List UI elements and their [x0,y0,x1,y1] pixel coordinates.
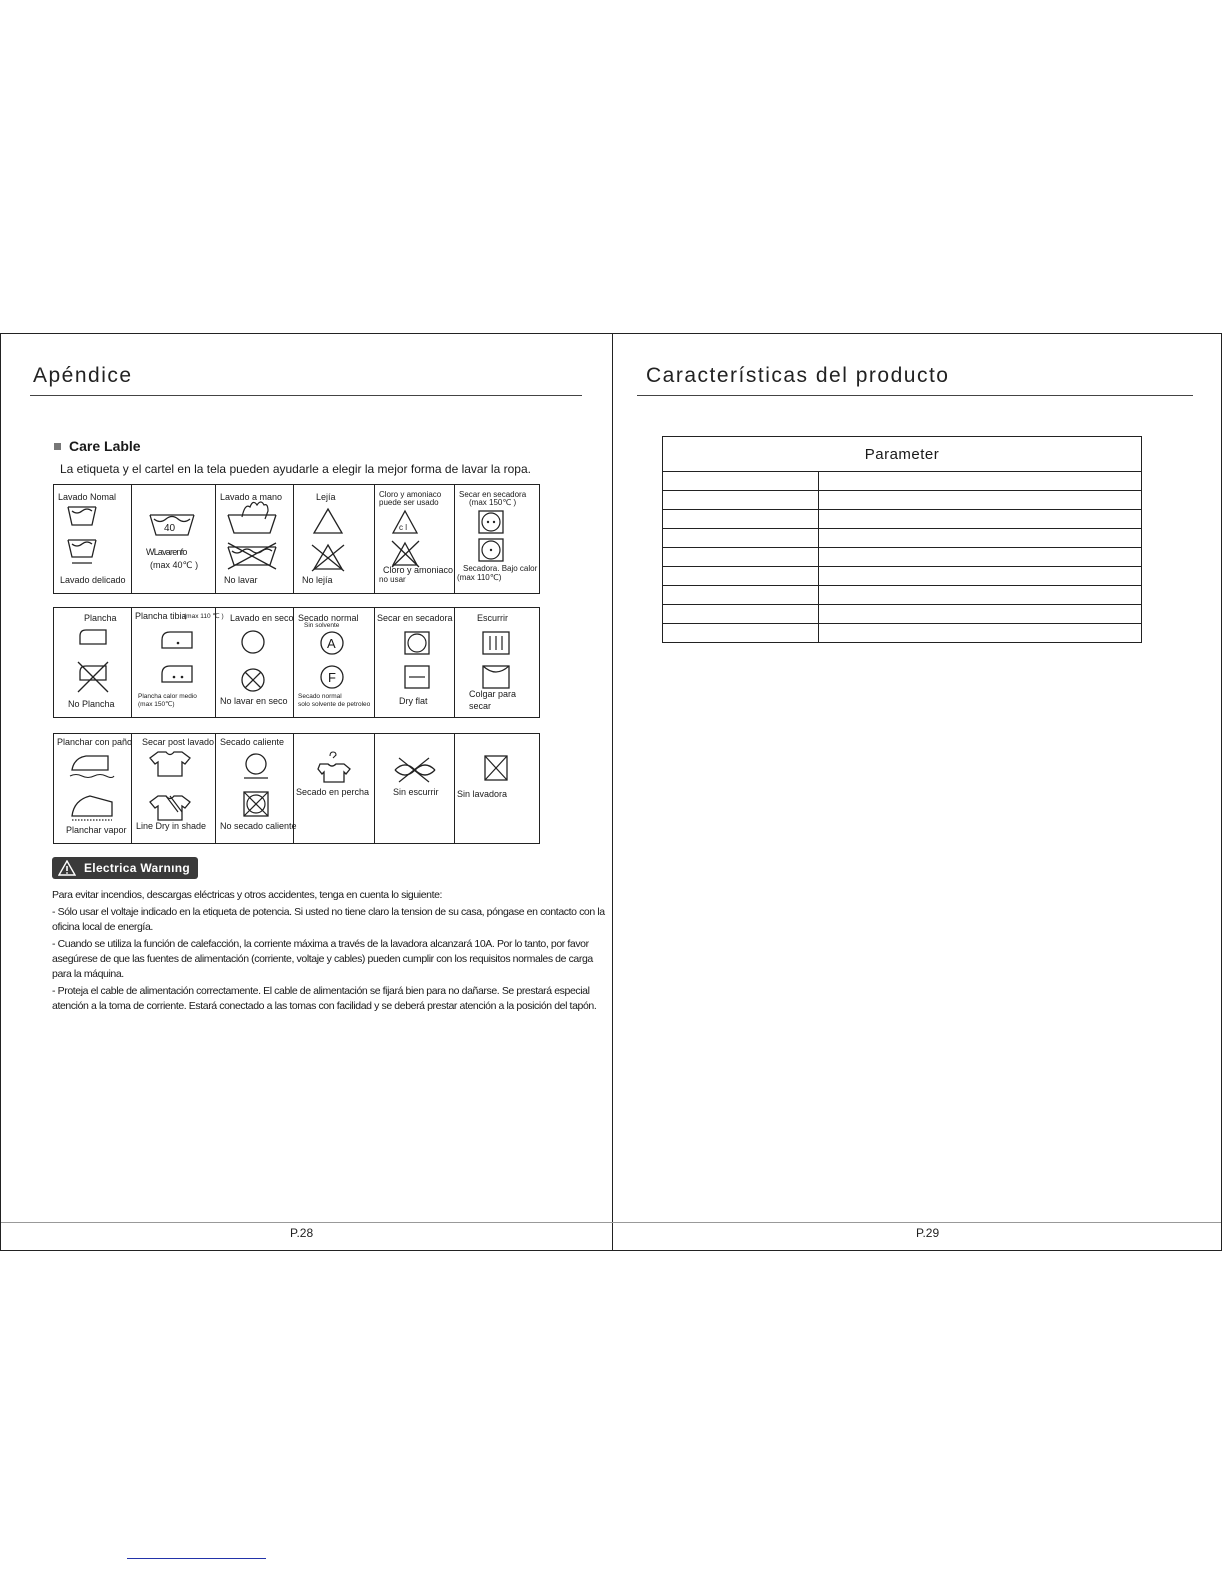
care-cell: Secar en secadora (max 150℃ ) Secadora. Bajo calor (max 110℃) [455,485,540,594]
table-cell [819,567,1142,586]
parameter-table [662,436,1142,643]
warning-triangle-icon [58,860,76,876]
page-number: P.29 [916,1226,940,1240]
footer-rule [1,1222,612,1223]
warning-paragraph: - Cuando se utiliza la función de calefacción, la corriente máxima a través de la lavadora alcanzará 10A. Por lo tanto, por favor asegúrese de que las fuentes de alimentación (corriente, voltaje y cables) pueden cumplir con los requisitos normales de carga para la máquina. [52,938,593,980]
table-cell [663,567,819,586]
svg-text:c l: c l [399,523,407,532]
table-cell [819,624,1142,643]
table-row [663,624,1142,643]
table-cell [663,472,819,491]
care-cell: Lavado Nomal Lavado delicado [54,485,132,594]
warning-title: Electrica Warnıng [84,861,191,875]
table-cell [663,548,819,567]
table-cell [663,624,819,643]
table-row [663,567,1142,586]
page-title: Características del producto [646,364,950,387]
care-cell: 40 WLavarenfo (max 40℃ ) [132,485,216,594]
care-label-table-1 [53,484,540,594]
warning-paragraph: - Sólo usar el voltaje indicado en la etiqueta de potencia. Si usted no tiene claro la tension de su casa, póngase en contacto con la oficina local de energía. [52,906,605,933]
table-cell [663,605,819,624]
title-rule [637,395,1193,396]
care-cell: Lavado a mano No lavar [216,485,294,594]
care-cell: Secado caliente No secado caliente [216,734,294,844]
table-cell [819,529,1142,548]
care-cell: Cloro y amoniaco puede ser usado c l Cloro y amoniaco no usar [375,485,455,594]
table-cell [819,491,1142,510]
warning-paragraph: - Proteja el cable de alimentación correctamente. El cable de alimentación se fijará bien para no dañarse. Se prestará especial atención a la toma de corriente. Estará conectado a las tomas con facilidad y se deberá prestar atención a la posición del tapón. [52,985,597,1012]
care-cell: Lavado en seco No lavar en seco [216,608,294,718]
page-title: Apéndice [33,364,133,387]
care-cell: Planchar con paño Planchar vapor [54,734,132,844]
page-number: P.28 [290,1226,314,1240]
care-cell: Secado en percha [294,734,375,844]
table-row [663,605,1142,624]
table-cell [663,529,819,548]
warning-badge [52,857,198,879]
table-row [663,510,1142,529]
section-title: Care Lable [69,438,141,454]
underline-link[interactable] [127,1558,266,1559]
wash-40-icon [132,485,215,594]
care-label-table-2 [53,607,540,718]
table-row [663,548,1142,567]
table-cell [819,586,1142,605]
care-cell: Lejía No lejía [294,485,375,594]
care-cell: Secado normal Sin solvente A F Secado normal solo solvente de petroleo [294,608,375,718]
hang-dry-icon [455,608,539,718]
care-cell: Plancha tibia (max 110 ℃ ) Plancha calor medio (max 150℃) [132,608,216,718]
table-cell [819,472,1142,491]
section-heading [54,438,141,454]
table-cell [819,605,1142,624]
parameter-header: Parameter [663,437,1142,472]
warning-text [52,888,608,1016]
table-cell [663,510,819,529]
care-cell: Sin escurrir [375,734,455,844]
table-row [663,472,1142,491]
page-left [1,334,613,1250]
table-cell [819,548,1142,567]
care-cell: Escurrir Colgar para secar [455,608,540,718]
table-row [663,586,1142,605]
care-label-table-3 [53,733,540,844]
intro-text: La etiqueta y el cartel en la tela pueden ayudarle a elegir la mejor forma de lavar la ropa. [60,462,531,476]
table-cell [663,586,819,605]
care-cell: Secar en secadora Dry flat [375,608,455,718]
care-cell: Plancha No Plancha [54,608,132,718]
table-row [663,529,1142,548]
table-cell [663,491,819,510]
square-bullet-icon [54,443,61,450]
title-rule [30,395,582,396]
care-cell: Sin lavadora [455,734,540,844]
table-cell [819,510,1142,529]
table-row [663,491,1142,510]
footer-rule [612,1222,1221,1223]
care-cell: Secar post lavado Line Dry in shade [132,734,216,844]
warning-paragraph: Para evitar incendios, descargas eléctricas y otros accidentes, tenga en cuenta lo siguiente: [52,889,443,901]
